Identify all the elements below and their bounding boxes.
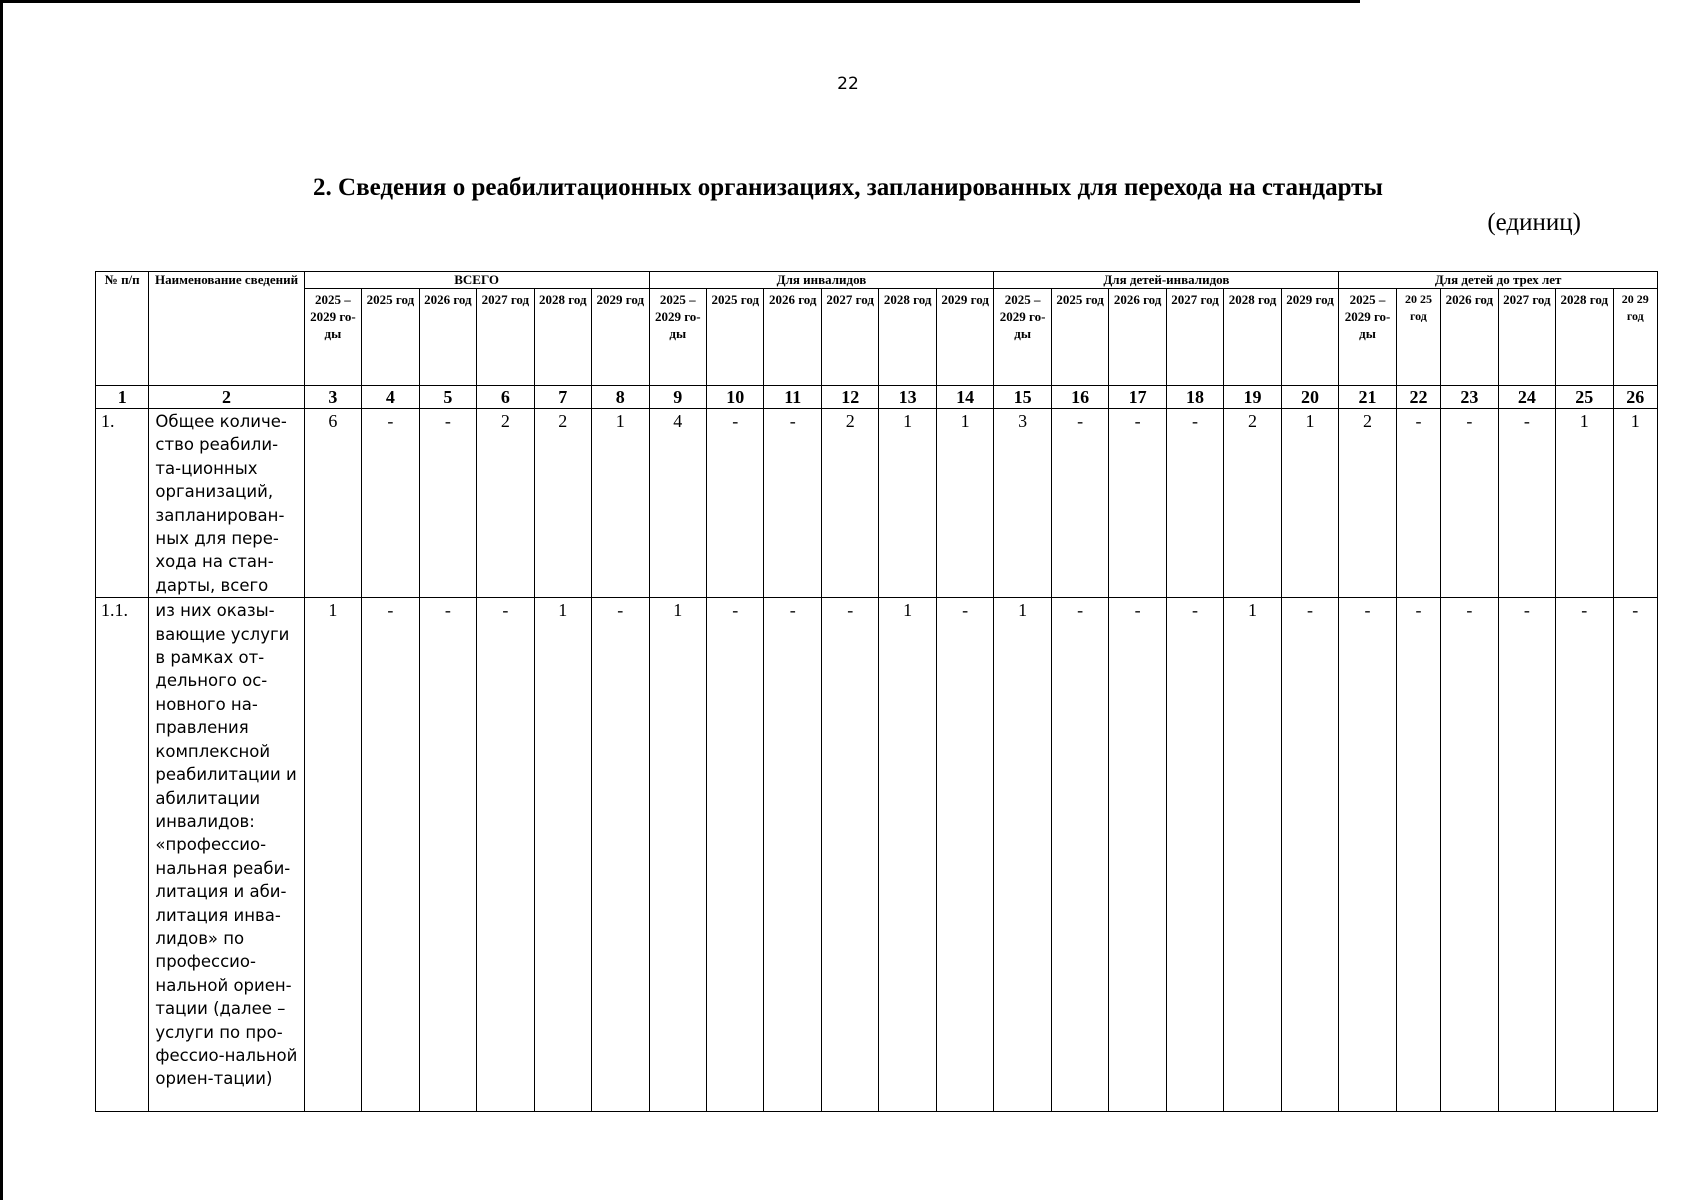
units-label: (единиц) (1487, 209, 1581, 236)
year-header: 2029 год (592, 289, 650, 386)
column-number-cell: 15 (994, 386, 1051, 409)
value-cell: 1 (1556, 409, 1613, 598)
column-number-cell: 2 (149, 386, 304, 409)
row-name: Общее количе-ство реабили-та-ционных организаций, запланирован-ных для пере-хода на стан-дарты, всего (149, 409, 304, 598)
column-number-row (96, 386, 1658, 409)
year-header: 2028 год (879, 289, 936, 386)
value-cell: 1 (879, 409, 936, 598)
year-header: 2025 – 2029 го- ды (994, 289, 1051, 386)
group-header-disabled: Для инвалидов (649, 272, 994, 289)
year-header: 2025 год (362, 289, 419, 386)
year-header: 2029 год (1281, 289, 1339, 386)
year-header: 2028 год (1224, 289, 1281, 386)
value-cell: - (707, 598, 764, 1112)
value-cell: - (1109, 409, 1166, 598)
page-number: 22 (837, 74, 859, 94)
year-header: 2029 год (936, 289, 994, 386)
value-cell: 1 (1224, 598, 1281, 1112)
value-cell: 1 (649, 598, 706, 1112)
column-number-cell: 5 (419, 386, 476, 409)
column-number-cell: 22 (1396, 386, 1440, 409)
value-cell: 2 (534, 409, 591, 598)
column-number-cell: 10 (707, 386, 764, 409)
column-number-cell: 18 (1166, 386, 1223, 409)
value-cell: - (821, 598, 878, 1112)
column-number-cell: 9 (649, 386, 706, 409)
column-number-cell: 23 (1441, 386, 1498, 409)
value-cell: 2 (1339, 409, 1396, 598)
value-cell: 2 (1224, 409, 1281, 598)
value-cell: 1 (879, 598, 936, 1112)
column-number-cell: 7 (534, 386, 591, 409)
group-header-total: ВСЕГО (304, 272, 649, 289)
column-number-cell: 1 (96, 386, 149, 409)
column-number-cell: 16 (1051, 386, 1108, 409)
value-cell: - (419, 409, 476, 598)
year-header: 2026 год (419, 289, 476, 386)
column-number-cell: 21 (1339, 386, 1396, 409)
value-cell: - (1166, 409, 1223, 598)
table-row (96, 598, 1658, 1112)
column-number-cell: 11 (764, 386, 821, 409)
value-cell: - (1556, 598, 1613, 1112)
column-number-cell: 25 (1556, 386, 1613, 409)
group-header-children-under-three: Для детей до трех лет (1339, 272, 1658, 289)
value-cell: - (1498, 409, 1555, 598)
group-header-disabled-children: Для детей-инвалидов (994, 272, 1339, 289)
column-number-cell: 14 (936, 386, 994, 409)
value-cell: 4 (649, 409, 706, 598)
year-header: 2025 – 2029 го- ды (1339, 289, 1396, 386)
year-header: 2028 год (534, 289, 591, 386)
column-number-cell: 12 (821, 386, 878, 409)
year-header: 2028 год (1556, 289, 1613, 386)
year-header: 2027 год (1166, 289, 1223, 386)
value-cell: - (1613, 598, 1657, 1112)
value-cell: 1 (534, 598, 591, 1112)
year-header: 2026 год (1441, 289, 1498, 386)
column-number-cell: 8 (592, 386, 650, 409)
year-header: 20 29 год (1613, 289, 1657, 386)
year-header: 2025 – 2029 го- ды (304, 289, 361, 386)
value-cell: - (764, 598, 821, 1112)
year-header: 2027 год (477, 289, 534, 386)
row-number: 1.1. (96, 598, 149, 1112)
year-header: 2025 – 2029 го- ды (649, 289, 706, 386)
value-cell: - (707, 409, 764, 598)
year-header: 2026 год (1109, 289, 1166, 386)
value-cell: - (1051, 598, 1108, 1112)
column-number-cell: 17 (1109, 386, 1166, 409)
value-cell: 1 (304, 598, 361, 1112)
header-name: Наименование сведений (149, 272, 304, 386)
value-cell: 1 (1613, 409, 1657, 598)
value-cell: 2 (821, 409, 878, 598)
header-number: № п/п (96, 272, 149, 386)
value-cell: - (1051, 409, 1108, 598)
value-cell: 3 (994, 409, 1051, 598)
column-number-cell: 3 (304, 386, 361, 409)
column-number-cell: 24 (1498, 386, 1555, 409)
header-row-years (96, 289, 1658, 386)
year-header: 2025 год (1051, 289, 1108, 386)
value-cell: 1 (1281, 409, 1339, 598)
year-header: 20 25 год (1396, 289, 1440, 386)
value-cell: - (419, 598, 476, 1112)
value-cell: - (1396, 598, 1440, 1112)
value-cell: - (1396, 409, 1440, 598)
value-cell: - (1109, 598, 1166, 1112)
value-cell: - (1339, 598, 1396, 1112)
value-cell: - (592, 598, 650, 1112)
year-header: 2027 год (821, 289, 878, 386)
column-number-cell: 6 (477, 386, 534, 409)
column-number-cell: 4 (362, 386, 419, 409)
rehabilitation-organizations-table (95, 271, 1658, 1112)
document-title: 2. Сведения о реабилитационных организациях, запланированных для перехода на стандарты (313, 174, 1383, 201)
value-cell: - (1281, 598, 1339, 1112)
column-number-cell: 26 (1613, 386, 1657, 409)
value-cell: 2 (477, 409, 534, 598)
value-cell: - (936, 598, 994, 1112)
top-border-line (0, 0, 1360, 3)
value-cell: 1 (936, 409, 994, 598)
row-number: 1. (96, 409, 149, 598)
value-cell: - (1166, 598, 1223, 1112)
value-cell: - (1441, 598, 1498, 1112)
value-cell: 1 (592, 409, 650, 598)
value-cell: - (477, 598, 534, 1112)
value-cell: 6 (304, 409, 361, 598)
column-number-cell: 13 (879, 386, 936, 409)
column-number-cell: 19 (1224, 386, 1281, 409)
header-row-groups (96, 272, 1658, 289)
value-cell: 1 (994, 598, 1051, 1112)
column-number-cell: 20 (1281, 386, 1339, 409)
value-cell: - (362, 598, 419, 1112)
value-cell: - (1441, 409, 1498, 598)
year-header: 2025 год (707, 289, 764, 386)
year-header: 2026 год (764, 289, 821, 386)
year-header: 2027 год (1498, 289, 1555, 386)
table-row (96, 409, 1658, 598)
value-cell: - (362, 409, 419, 598)
row-name: из них оказы-вающие услуги в рамках от-дельного ос-новного на-правления комплексной реабилитации и абилитации инвалидов: «профессио-нальная реаби-литация и аби-литация инва-лидов» по профессио-нальной ориен-тации (далее – услуги по про-фессио-нальной ориен-тации) (149, 598, 304, 1112)
value-cell: - (1498, 598, 1555, 1112)
value-cell: - (764, 409, 821, 598)
